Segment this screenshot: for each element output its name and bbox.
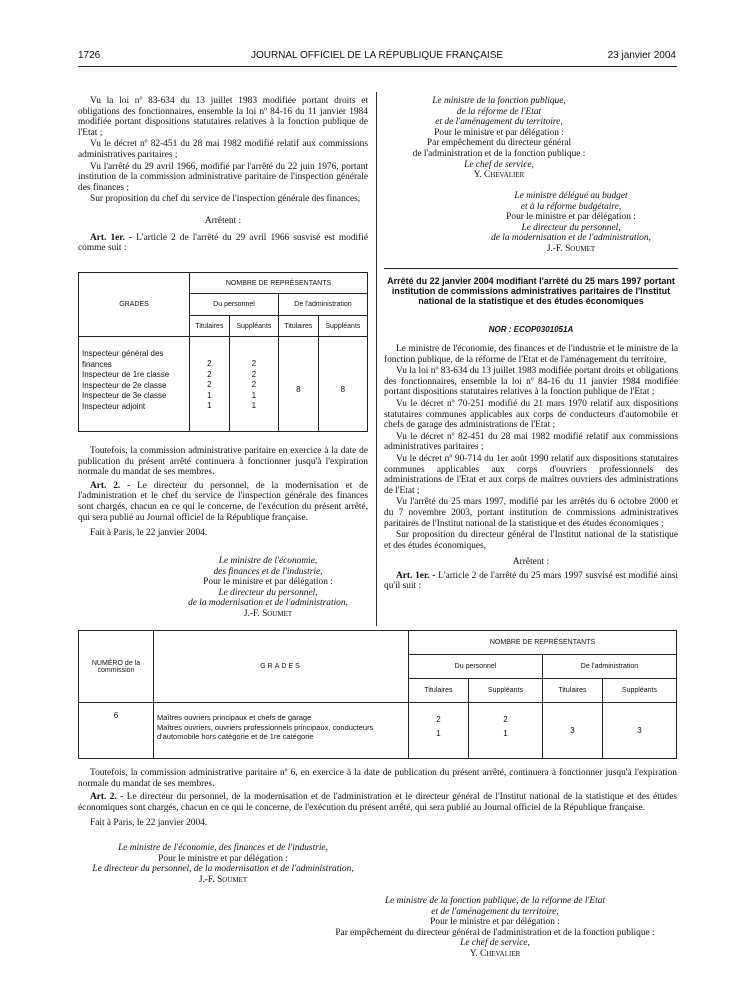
suppleants-cell xyxy=(468,703,542,759)
signature-line: de la modernisation et de l'administration, xyxy=(188,598,348,609)
value: 2 xyxy=(251,359,257,368)
article-2-label: Art. 2. - xyxy=(90,480,131,491)
signature-line: de la réforme de l'Etat xyxy=(456,106,542,117)
signature-line: Le directeur du personnel, de la modernisation et de l'administration, xyxy=(92,864,354,875)
signature-line: de la modernisation et de l'administration, xyxy=(491,233,651,244)
du-personnel-header: Du personnel xyxy=(190,294,279,316)
value: 1 xyxy=(251,390,257,400)
value: 1 xyxy=(436,729,441,738)
signatory-name: J.-F. Soumet xyxy=(198,874,248,885)
table-row: Inspecteur général des finances xyxy=(82,349,164,369)
paragraph: Vu le décret nº 82-451 du 28 mai 1982 modifié relatif aux commissions administratives paritaires ; xyxy=(384,431,678,453)
column-divider xyxy=(376,92,377,626)
suppleants-header: Suppléants xyxy=(602,679,676,703)
signature-line: Le directeur du personnel, xyxy=(218,587,318,598)
bottom-section xyxy=(78,768,677,830)
titulaires-header: Titulaires xyxy=(278,316,318,337)
article-2-text: Le directeur du personnel, de la modernisation et de l'administration et le directeur général de l'Institut national de la statistique et des études économiques sont chargés, chacun en ce qui le concerne, de l'exécution du présent arrêté, qui sera publié au Journal officiel de la République française. xyxy=(78,792,678,813)
article-1-text: L'article 2 de l'arrêté du 29 avril 1966 susvisé est modifié comme suit : xyxy=(78,232,369,254)
admin-titulaires: 8 xyxy=(278,337,318,432)
article-1 xyxy=(384,571,678,592)
decree-title: Arrêté du 22 janvier 2004 modifiant l'arrêté du 25 mars 1997 portant institution de commissions administratives paritaires de l'Institut national de la statistique et des études économiques xyxy=(387,276,675,306)
paragraph: Sur proposition du chef du service de l'inspection générale des finances, xyxy=(90,194,361,205)
signature-line: Le ministre de l'économie, des finances et de l'industrie, xyxy=(118,843,328,853)
signature-line: Par empêchement du directeur général de l'administration et de la fonction publique : xyxy=(335,927,655,938)
signature-line: Le chef de service, xyxy=(460,938,530,949)
signature-line: Le ministre de l'économie, xyxy=(218,556,318,566)
signatory-name: Y. Chevalier xyxy=(469,948,521,959)
suppleants-header: Suppléants xyxy=(318,316,367,337)
paragraph: Vu le décret nº 90-714 du 1er août 1990 relatif aux dispositions statutaires communes applicables aux corps d'ouvriers professionnels des administrations de l'Etat et aux corps de maîtres ouvriers des administrations de l'Etat ; xyxy=(384,453,678,496)
grades-header: GRADES xyxy=(79,273,190,337)
value: 2 xyxy=(251,380,257,389)
signature-block xyxy=(68,843,378,885)
signature-line: Le ministre de la fonction publique, xyxy=(432,96,566,106)
value: 2 xyxy=(207,359,212,368)
value: 1 xyxy=(207,390,212,400)
commission-table xyxy=(78,630,677,759)
article-1-label: Art. 1er. - xyxy=(396,570,436,581)
fait-a-paris: Fait à Paris, le 22 janvier 2004. xyxy=(90,528,208,539)
article-1-label: Art. 1er. - xyxy=(90,232,133,243)
article-1 xyxy=(78,233,368,254)
signature-line: Pour le ministre et par délégation : xyxy=(430,917,560,928)
table-row: Inspecteur de 3e classe xyxy=(82,391,167,400)
paragraph: Toutefois, la commission administrative paritaire en exercice à la date de publication du présent arrêté continuera à fonctionner jusqu'à l'expiration normale du mandat de ses membres. xyxy=(78,446,368,478)
signature-line: Le ministre de la fonction publique, de la réforme de l'Etat xyxy=(384,896,606,906)
paragraph: Vu l'arrêté du 29 avril 1966, modifié par l'arrêté du 22 juin 1976, portant institution de la commission administrative paritaire de l'inspection générale des finances ; xyxy=(78,161,368,193)
paragraph: Vu le décret nº 70-251 modifié du 21 mars 1970 relatif aux dispositions statutaires communes applicables aux corps de conducteurs d'automobile et chefs de garage des administrations de l'Etat ; xyxy=(384,398,678,431)
du-personnel-header: Du personnel xyxy=(409,655,543,679)
paragraph: Toutefois, la commission administrative paritaire nº 6, en exercice à la date de publication du présent arrêté, continuera à fonctionner jusqu'à l'expiration normale du mandat de ses membres. xyxy=(78,768,677,789)
grades-header: GRADES xyxy=(154,631,409,703)
admin-titulaires: 3 xyxy=(542,703,602,759)
article-1-text: L'article 2 de l'arrêté du 25 mars 1997 susvisé est modifié ainsi qu'il suit : xyxy=(384,570,679,592)
section-rule xyxy=(384,268,678,269)
commission-number: 6 xyxy=(79,703,154,759)
table-row: Inspecteur adjoint xyxy=(82,401,146,411)
signature-line: Le chef de service, xyxy=(464,159,534,170)
signature-line: Pour le ministre et par délégation : xyxy=(434,127,564,138)
arretent: Arrêtent : xyxy=(512,557,550,568)
value: 2 xyxy=(436,715,441,724)
page-number: 1726 xyxy=(78,50,101,61)
signature-line: et de l'aménagement du territoire, xyxy=(435,117,563,128)
value: 1 xyxy=(207,401,212,410)
signature-line: Pour le ministre et par délégation : xyxy=(203,577,333,588)
nombre-header: NOMBRE DE REPRÉSENTANTS xyxy=(190,273,368,294)
titulaires-cell xyxy=(409,703,469,759)
issue-date: 23 janvier 2004 xyxy=(607,50,676,61)
header-rule xyxy=(78,66,677,67)
table-row: Maîtres ouvriers, ouvriers professionnels principaux, conducteurs d'automobile hors catégorie et de 1re catégorie xyxy=(157,722,374,741)
signature-line: Le directeur du personnel, xyxy=(521,222,621,233)
paragraph: Sur proposition du directeur général de l'Institut national de la statistique et des études économiques, xyxy=(384,530,678,551)
signature-block xyxy=(384,96,614,181)
fait-a-paris: Fait à Paris, le 22 janvier 2004. xyxy=(90,818,208,829)
signature-block xyxy=(466,191,676,255)
signature-line: Pour le ministre et par délégation : xyxy=(158,853,288,864)
signature-line: Pour le ministre et par délégation : xyxy=(506,212,636,223)
value: 2 xyxy=(251,369,257,379)
article-2-label: Art. 2. - xyxy=(90,792,124,803)
journal-title: JOURNAL OFFICIEL DE LA RÉPUBLIQUE FRANÇAISE xyxy=(250,50,504,61)
de-administration-header: De l'administration xyxy=(542,655,676,679)
signature-line: Par empêchement du directeur général xyxy=(426,138,572,149)
suppleants-header: Suppléants xyxy=(229,316,278,337)
grades-cell xyxy=(154,703,409,759)
right-column xyxy=(384,344,678,593)
signature-line: et de l'aménagement du territoire, xyxy=(431,906,559,917)
paragraph: Vu le décret nº 82-451 du 28 mai 1982 modifié relatif aux commissions administratives paritaires ; xyxy=(78,139,368,160)
value: 2 xyxy=(207,380,212,389)
admin-suppleants: 8 xyxy=(318,337,367,432)
table-row: Inspecteur de 1re classe xyxy=(82,370,170,379)
arretent: Arrêtent : xyxy=(204,215,242,226)
de-administration-header: De l'administration xyxy=(278,294,367,316)
paragraph: Vu la loi nº 83-634 du 13 juillet 1983 modifiée portant droits et obligations des fonctionnaires, ensemble la loi nº 84-16 du 11 janvier 1984 modifiée portant dispositions statutaires relatives à la fonction publique de l'Etat ; xyxy=(384,366,678,398)
titulaires-header: Titulaires xyxy=(409,679,469,703)
signature-line: de l'administration et de la fonction publique : xyxy=(412,148,586,159)
signature-line: des finances et de l'industrie, xyxy=(213,566,323,577)
value: 2 xyxy=(503,715,508,724)
paragraph: Vu l'arrêté du 25 mars 1997, modifié par les arrêtés du 6 octobre 2000 et du 7 novembre 2003, portant institution de commissions administratives paritaires de l'Institut national de la statistique et des études économiques ; xyxy=(384,497,678,529)
article-2 xyxy=(78,481,368,523)
grades-table xyxy=(78,272,368,432)
signatory-name: Y. Chevalier xyxy=(473,170,525,181)
admin-suppleants: 3 xyxy=(602,703,676,759)
table-row: Inspecteur de 2e classe xyxy=(82,380,167,390)
signature-block xyxy=(300,896,690,960)
value: 1 xyxy=(503,729,508,738)
titulaires-cell xyxy=(190,337,230,432)
suppleants-header: Suppléants xyxy=(468,679,542,703)
value: 1 xyxy=(251,401,257,410)
left-column xyxy=(78,96,368,255)
suppleants-cell xyxy=(229,337,278,432)
left-column-lower xyxy=(78,446,368,540)
page-header xyxy=(78,50,676,64)
numero-header: NUMÉRO de la commission xyxy=(79,631,154,703)
value: 2 xyxy=(207,369,212,379)
titulaires-header: Titulaires xyxy=(542,679,602,703)
signatory-name: J.-F. Soumet xyxy=(546,243,596,254)
signature-line: Le ministre délégué au budget xyxy=(514,191,628,201)
signature-block xyxy=(168,556,368,620)
nor-reference: NOR : ECOP0301051A xyxy=(488,325,574,334)
signatory-name: J.-F. Soumet xyxy=(243,608,293,619)
paragraph: Le ministre de l'économie, des finances et de l'industrie et le ministre de la fonction publique, de la réforme de l'Etat et de l'aménagement du territoire, xyxy=(384,344,678,365)
paragraph: Vu la loi nº 83-634 du 13 juillet 1983 modifiée portant droits et obligations des fonctionnaires, ensemble la loi nº 84-16 du 11 janvier 1984 modifiée portant dispositions statutaires relatives à la fonction publique de l'Etat ; xyxy=(78,96,368,138)
table-row: Maîtres ouvriers principaux et chefs de garage xyxy=(157,713,312,722)
article-2 xyxy=(78,792,677,813)
grades-cell xyxy=(79,337,190,432)
signature-line: et à la réforme budgétaire, xyxy=(520,201,622,212)
article-2-text: Le directeur du personnel, de la modernisation et de l'administration et le chef du service de l'inspection générale des finances sont chargés, chacun en ce qui le concerne, de l'exécution du présent arrêté, qui sera publié au Journal officiel de la République française. xyxy=(78,480,369,523)
titulaires-header: Titulaires xyxy=(190,316,230,337)
nombre-header: NOMBRE DE REPRÉSENTANTS xyxy=(409,631,677,655)
